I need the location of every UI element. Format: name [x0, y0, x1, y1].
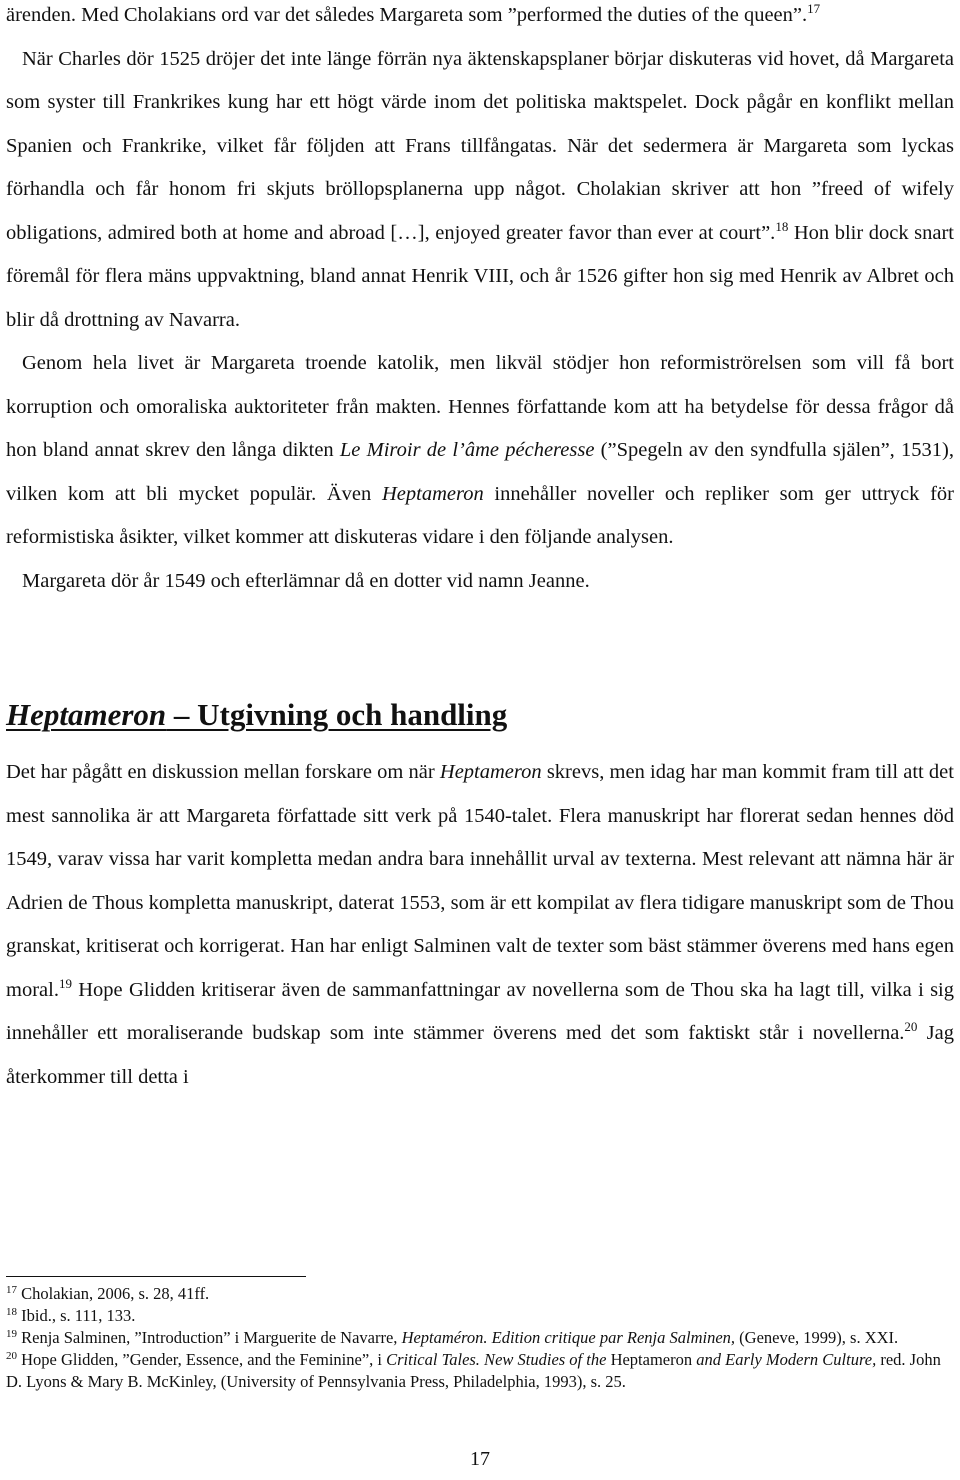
footnote-text: Ibid., s. 111, 133. [17, 1306, 136, 1325]
paragraph-text: skrevs, men idag har man kommit fram till att det mest sannolika är att Margareta författade sitt verk på 1540-talet. Flera manuskript har florerat sedan hennes död 1549, varav vissa har varit kompletta medan andra bara innehållit urval av texterna. Mest relevant att nämna här är Adrien de Thous kompletta manuskript, daterat 1553, som är ett kompilat av flera tidigare manuskript som de Thou granskat, kritiserat och korrigerat. Han har enligt Salminen valt de texter som bäst stämmer överens med hans egen moral. [6, 761, 954, 1001]
paragraph-text: (”Spegeln av den syndfulla själen”, 1531), vilken kom att bli mycket populär. Även [6, 439, 954, 505]
footnote-italic: and Early Modern Culture, [696, 1350, 877, 1369]
footnote-17 [6, 1283, 954, 1305]
footnote-separator [6, 1276, 306, 1277]
heading-title-italic: Heptameron [6, 697, 167, 732]
paragraph-text: När Charles dör 1525 dröjer det inte länge förrän nya äktenskapsplaner börjar diskuteras vid hovet, då Margareta som syster till Frankrikes kung har ett högt värde inom det politiska maktspelet. Dock pågår en konflikt mellan Spanien och Frankrike, vilket får följden att Frans tillfångatas. När det sedermera är Margareta som lyckas förhandla och får honom fri skjuts bröllopsplanerna upp något. Cholakian skriver att hon ”freed of wifely obligations, admired both at home and abroad […], enjoyed greater favor than ever at court”. [6, 47, 954, 244]
paragraph-3 [6, 342, 954, 560]
footnote-number: 17 [6, 1284, 17, 1296]
paragraph-1 [6, 0, 954, 38]
paragraph-4: Margareta dör år 1549 och efterlämnar då en dotter vid namn Jeanne. [22, 569, 590, 592]
paragraph-text: Jag återkommer till detta i [6, 1022, 954, 1088]
footnote-ref-18[interactable]: 18 [775, 218, 789, 234]
paragraph-text: Genom hela livet är Margareta troende katolik, men likväl stödjer hon reformiströrelsen som vill få bort korruption och omoraliska auktoriteter från makten. Hennes författande kom att ha betydelse för dessa frågor då hon bland annat skrev den långa dikten [6, 352, 954, 461]
paragraph-text: Det har pågått en diskussion mellan forskare om när [6, 761, 440, 783]
footnote-text: Cholakian, 2006, s. 28, 41ff. [17, 1284, 210, 1303]
footnote-number: 18 [6, 1306, 17, 1318]
footnote-italic: Heptaméron. Edition critique par Renja Salminen, [401, 1328, 736, 1347]
page-number: 17 [470, 1448, 490, 1470]
paragraph-5 [6, 751, 954, 1099]
heading-text: – Utgivning och handling [166, 697, 508, 732]
footnote-ref-17[interactable]: 17 [807, 1, 821, 16]
paragraph-text: Hon blir dock snart föremål för flera mäns uppvaktning, bland annat Henrik VIII, och år 1526 gifter hon sig med Henrik av Albret och blir då drottning av Navarra. [6, 221, 954, 331]
footnote-ref-19[interactable]: 19 [58, 975, 72, 991]
title-italic: Heptameron [439, 761, 542, 783]
footnote-20 [6, 1349, 954, 1393]
footnote-ref-20[interactable]: 20 [904, 1019, 918, 1034]
footnote-text: (Geneve, 1999), s. XXI. [735, 1328, 899, 1347]
footnote-text: Heptameron [606, 1350, 697, 1369]
title-italic: Heptameron [381, 482, 484, 505]
footnotes [6, 1283, 954, 1393]
paragraph-text: innehåller noveller och repliker som ger uttryck för reformistiska åsikter, vilket kommer att diskuteras vidare i den följande analysen. [6, 482, 954, 548]
paragraph-text: Hope Glidden kritiserar även de sammanfattningar av novellerna som de Thou ska ha lagt till, vilka i sig innehåller ett moraliserande budskap som inte stämmer överens med det som faktiskt står i novellerna. [6, 978, 954, 1044]
footnote-number: 19 [6, 1328, 17, 1340]
footnote-19 [6, 1327, 954, 1349]
section-heading [6, 693, 954, 737]
footnote-number: 20 [6, 1350, 17, 1362]
document-page [6, 0, 954, 1099]
footnote-italic: Critical Tales. New Studies of the [386, 1350, 607, 1369]
footnote-text: Renja Salminen, ”Introduction” i Marguerite de Navarre, [17, 1328, 402, 1347]
footnote-text: Hope Glidden, ”Gender, Essence, and the Feminine”, i [17, 1350, 387, 1369]
paragraph-2 [6, 38, 954, 343]
title-italic: Le Miroir de l’âme pécheresse [339, 439, 595, 461]
paragraph-text: ärenden. Med Cholakians ord var det således Margareta som ”performed the duties of the queen”. [6, 4, 808, 26]
footnote-text: red. John D. Lyons & Mary B. McKinley, (University of Pennsylvania Press, Philadelphia, 1993), s. 25. [6, 1350, 941, 1391]
footnote-18 [6, 1305, 954, 1327]
